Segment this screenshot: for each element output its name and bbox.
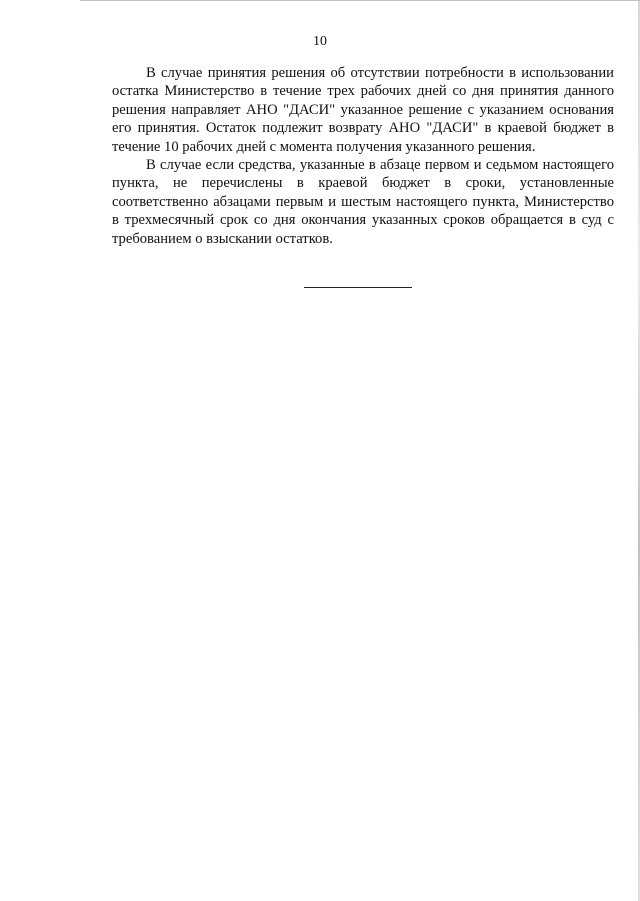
page-number: 10 [313, 34, 327, 49]
paragraph-2: В случае если средства, указанные в абзаце первом и седьмом настоящего пункта, не перечислены в краевой бюджет в сроки, установленные соответственно абзацами первым и шестым настоящего пункта, Министерство в трехмесячный срок со дня окончания указанных сроков обращается в суд с требованием о взыскании остатков. [112, 157, 614, 247]
end-of-document-line [304, 287, 412, 288]
scan-top-edge [80, 0, 640, 1]
document-body [112, 64, 614, 248]
paragraph-1: В случае принятия решения об отсутствии потребности в использовании остатка Министерство в течение трех рабочих дней со дня принятия данного решения направляет АНО "ДАСИ" указанное решение с указанием основания его принятия. Остаток подлежит возврату АНО "ДАСИ" в краевой бюджет в течение 10 рабочих дней с момента получения указанного решения. [112, 65, 614, 155]
